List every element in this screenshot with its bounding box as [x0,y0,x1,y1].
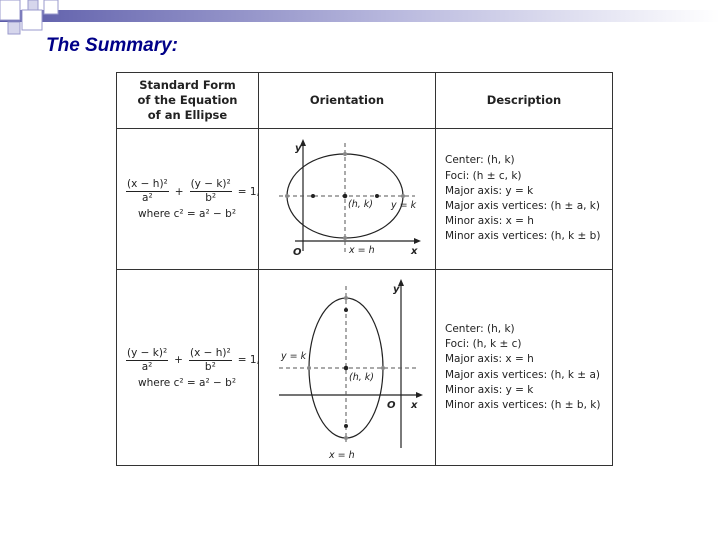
x-axis-arrow [414,238,421,244]
standard-form-equation [124,178,258,205]
vertical-ellipse-graph [259,270,436,465]
covertex-point [381,366,385,370]
focus-point [375,194,379,198]
description-line: Minor axis vertices: (h, k ± b) [445,230,601,243]
ellipse-summary-table [116,72,613,466]
x-axis-label: x [411,400,418,411]
equation-cell [117,129,259,270]
description-line: Major axis vertices: (h, k ± a) [445,368,600,381]
x-equals-h-label: x = h [329,450,355,461]
header-orientation: Orientation [259,73,436,129]
header-description: Description [436,73,613,129]
description-line: Minor axis: x = h [445,215,534,228]
center-label: (h, k) [349,372,374,383]
equation-cell [117,270,259,466]
fraction-term2 [190,178,232,205]
origin-label: O [387,400,396,411]
horizontal-ellipse-graph [259,129,436,269]
center-point [344,366,349,371]
where-clause: where c² = a² − b² [138,208,237,220]
denominator: a² [141,360,153,373]
focus-point [311,194,315,198]
fraction-term1 [126,178,169,205]
plus-sign: + [174,354,183,366]
numerator: (y − k)² [127,346,168,359]
where-clause: where c² = a² − b² [138,376,237,389]
numerator: (y − k)² [190,178,231,190]
decorative-header-band [0,0,720,40]
covertex-point [343,236,347,240]
description-line: Minor axis: y = k [445,383,534,396]
plus-sign: + [174,185,184,198]
equation-rhs: = 1, [237,185,260,198]
denominator: b² [204,360,216,373]
y-axis-label: y [393,284,400,295]
center-label: (h, k) [348,199,373,210]
x-axis-arrow [416,392,423,398]
description-line: Major axis: x = h [445,353,534,366]
equation-rhs: = 1, [237,354,260,366]
y-axis-label: y [295,143,302,154]
focus-point [344,308,348,312]
vertex-point [344,436,348,440]
slide-title: The Summary: [46,35,178,56]
x-equals-h-label: x = h [349,245,375,256]
table-header-row [117,73,613,129]
description-line: Foci: (h ± c, k) [445,169,522,182]
focus-point [344,424,348,428]
x-axis-label: x [411,246,418,257]
description-line: Major axis: y = k [445,184,534,197]
description-line: Major axis vertices: (h ± a, k) [445,200,600,212]
description-line: Foci: (h, k ± c) [445,338,522,351]
description-line: Minor axis vertices: (h ± b, k) [445,398,601,411]
vertex-point [344,296,348,300]
denominator: b² [205,192,217,204]
description-line: Center: (h, k) [445,322,515,335]
table-row-vertical [117,270,613,466]
orientation-graph-cell [259,129,436,270]
description-cell [436,129,613,270]
origin-label: O [293,247,302,258]
header-form-line: Standard Form [139,78,236,92]
header-standard-form [117,73,259,129]
y-equals-k-label: y = k [391,200,417,211]
y-equals-k-label: y = k [281,351,307,362]
standard-form-equation [124,347,258,374]
denominator: a² [142,192,153,204]
vertex-point [401,194,405,198]
numerator: (x − h)² [127,178,168,190]
description-line: Center: (h, k) [445,154,515,167]
fraction-term1 [126,347,168,374]
description-cell [436,270,613,466]
fraction-term2 [189,347,232,374]
covertex-point [343,152,347,156]
header-form-line: of the Equation [137,93,238,107]
covertex-point [307,366,311,370]
vertex-point [285,194,289,198]
center-point [343,194,348,199]
orientation-graph-cell [259,270,436,466]
table-row-horizontal [117,129,613,270]
header-form-line: of an Ellipse [147,108,228,122]
numerator: (x − h)² [189,346,231,359]
